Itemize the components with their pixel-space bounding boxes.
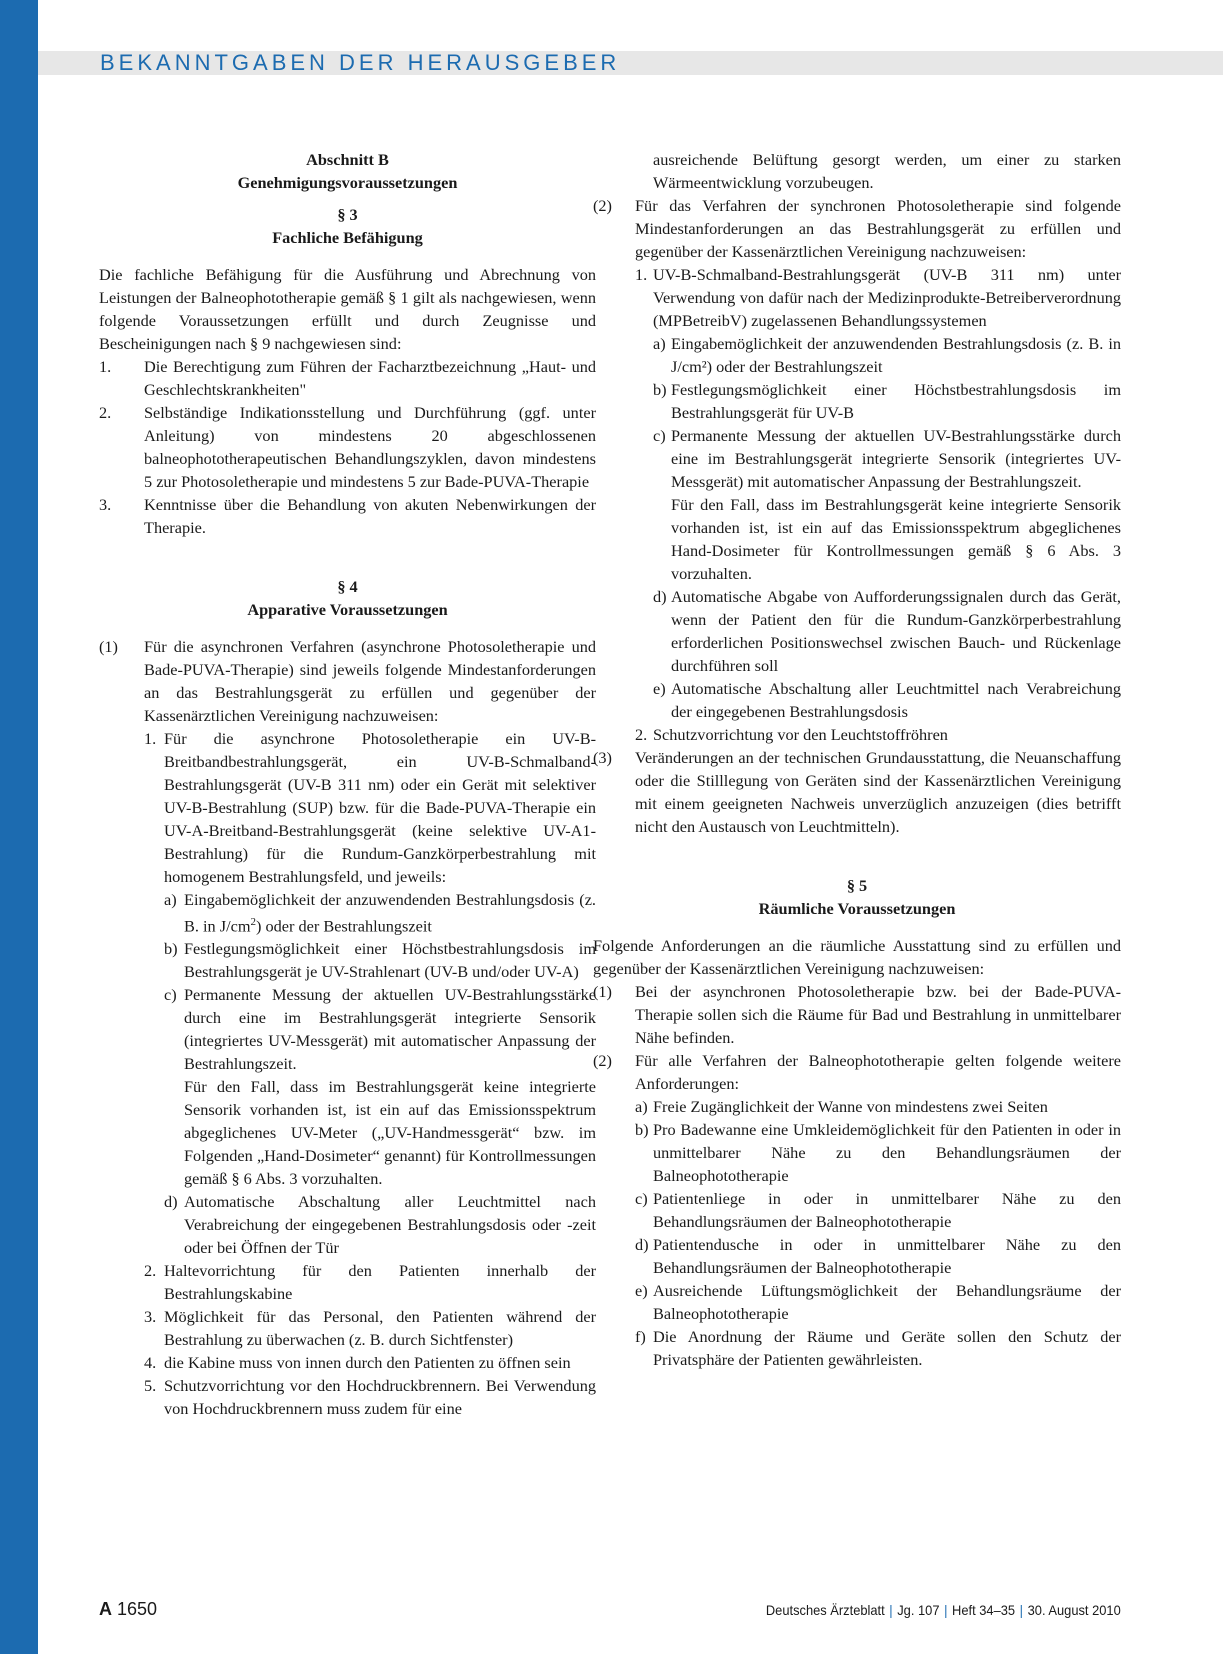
item-text: UV-B-Schmalband-Bestrahlungsgerät (UV-B 311 nm) unter Verwendung von dafür nach der Medizinprodukte-Betreiberverordnung (MPBetreibV) zugelassenen Behandlungssystemen: [653, 265, 1121, 330]
right-column: [593, 148, 1121, 1371]
paragraph-label: (1): [593, 982, 612, 1001]
item-label: 1.: [635, 265, 648, 284]
section-5-title: Räumliche Voraussetzungen: [758, 899, 956, 918]
item-label: b): [164, 939, 178, 959]
section-5-intro: Folgende Anforderungen an die räumliche Ausstattung sind zu erfüllen und gegenüber der Kassenärztlichen Vereinigung nachzuweisen:: [593, 936, 1121, 978]
page-number: [99, 1597, 157, 1621]
section-5-2-subitem: [625, 1095, 1121, 1118]
section-4-1-list-item: [99, 1259, 596, 1305]
item-label: f): [635, 1327, 646, 1346]
item-label: b): [635, 1120, 649, 1139]
section-4-2-subitems-d-e: [625, 585, 1121, 723]
page-footer: [99, 1597, 1121, 1621]
separator: |: [1019, 1602, 1024, 1618]
left-column: [99, 148, 596, 1420]
item-text: Schutzvorrichtung vor den Leuchtstoffröhren: [653, 725, 948, 744]
separator: |: [889, 1602, 893, 1618]
section-5-2-subitem: [625, 1233, 1121, 1279]
section-3-number: § 3: [337, 205, 358, 224]
item-label: 3.: [99, 495, 112, 514]
section-4-paragraph-3: [593, 746, 1121, 838]
section-4-1-list-item: [99, 1305, 596, 1351]
section-4-1-item-1: [99, 727, 596, 888]
section-4-2-subitem: [625, 424, 1121, 493]
item-text: Festlegungsmöglichkeit einer Höchstbestrahlungsdosis im Bestrahlungsgerät für UV-B: [671, 380, 1121, 422]
item-text: Die Anordnung der Räume und Geräte sollen den Schutz der Privatsphäre der Patienten gewährleisten.: [653, 1327, 1121, 1369]
section-3-list-item: [99, 355, 596, 401]
item-text: Freie Zugänglichkeit der Wanne von mindestens zwei Seiten: [653, 1097, 1048, 1116]
section-4-paragraph-2: [593, 194, 1121, 263]
section-4-1-item-d: [99, 1190, 596, 1259]
item-label: d): [164, 1192, 178, 1212]
paragraph-text: Für die asynchronen Verfahren (asynchrone Photosoletherapie und Bade-PUVA-Therapie) sind jeweils folgende Mindestanforderungen an das Bestrahlungsgerät zu erfüllen und gegenüber der Kassenärztlichen Vereinigung nachzuweisen:: [144, 637, 596, 725]
item-label: 5.: [144, 1376, 157, 1396]
section-4-2-subitem: [625, 585, 1121, 677]
section-4-2-item-2: [625, 723, 1121, 746]
item-text: Automatische Abschaltung aller Leuchtmittel nach Verabreichung der eingegebenen Bestrahlungsdosis oder -zeit oder bei Öffnen der Tür: [184, 1192, 596, 1258]
item-text: Pro Badewanne eine Umkleidemöglichkeit für den Patienten in oder in unmittelbarer Nähe zu den Behandlungsräumen der Balneophototherapie: [653, 1120, 1121, 1185]
item-text: Automatische Abgabe von Aufforderungssignalen durch das Gerät, wenn der Patient den für die Rundum-Ganzkörperbestrahlung erforderlichen Positionswechsel zwischen Bauch- und Rückenlage durchführen soll: [671, 587, 1121, 675]
paragraph-text: Für alle Verfahren der Balneophototherapie gelten folgende weitere Anforderungen:: [635, 1051, 1121, 1093]
section-5-2-subitem: [625, 1325, 1121, 1371]
item-label: 2.: [99, 403, 112, 422]
item-label: 1.: [99, 357, 112, 376]
item-text: Permanente Messung der aktuellen UV-Bestrahlungsstärke durch eine im Bestrahlungsgerät integrierte Sensorik (integriertes UV-Messgerät) mit automatischer Anpassung der Bestrahlungszeit.: [671, 426, 1121, 491]
item-label: e): [635, 1281, 648, 1300]
section-4-2-item-c-note: Für den Fall, dass im Bestrahlungsgerät keine integrierte Sensorik vorhanden ist, ist ein auf das Emissionsspektrum abgeglichenes Hand-Dosimeter für Kontrollmessungen gemäß § 6 Abs. 3 vorzuhalten.: [671, 495, 1121, 583]
section-5-paragraph-1: [593, 980, 1121, 1049]
superscript: 2: [250, 916, 256, 928]
item-text: Automatische Abschaltung aller Leuchtmittel nach Verabreichung der eingegebenen Bestrahlungsdosis: [671, 679, 1121, 721]
paragraph-label: (2): [593, 1051, 612, 1070]
section-4-1-item-a: [99, 888, 596, 937]
section-3-list: [99, 355, 596, 539]
item-text: Die Berechtigung zum Führen der Facharztbezeichnung „Haut- und Geschlechtskrankheiten": [144, 357, 596, 399]
item-text: Haltevorrichtung für den Patienten innerhalb der Bestrahlungskabine: [164, 1261, 596, 1304]
section-3-list-item: [99, 401, 596, 493]
item-text: Kenntnisse über die Behandlung von akuten Nebenwirkungen der Therapie.: [144, 495, 596, 537]
item-text-pre: Eingabemöglichkeit der anzuwendenden Bestrahlungsdosis (z. B. in J/cm: [184, 890, 596, 936]
section-4-2-subitem: [625, 378, 1121, 424]
item-text: Patientendusche in oder in unmittelbarer Nähe zu den Behandlungsräumen der Balneophototherapie: [653, 1235, 1121, 1277]
section-4-1-item-c: [99, 983, 596, 1075]
left-accent-bar: [0, 0, 38, 1654]
section-4-1-item-c-note: Für den Fall, dass im Bestrahlungsgerät keine integrierte Sensorik vorhanden ist, ist ein auf das Emissionsspektrum abgeglichenes UV-Meter („UV-Handmessgerät“ bzw. im Folgenden „Hand-Dosimeter“ genannt) für Kontrollmessungen gemäß § 6 Abs. 3 vorzuhalten.: [184, 1077, 596, 1189]
item-text: Für die asynchrone Photosoletherapie ein UV-B-Breitbandbestrahlungsgerät, ein UV-B-Schmalband-Bestrahlungsgerät (UV-B 311 nm) oder ein Gerät mit selektiver UV-B-Bestrahlung (SUP) bzw. für die Bade-PUVA-Therapie ein UV-A-Breitband-Bestrahlungsgerät (keine selektive UV-A1-Bestrahlung) für die Rundum-Ganzkörperbestrahlung mit homogenem Bestrahlungsfeld, und jeweils:: [164, 729, 596, 886]
item-text: Eingabemöglichkeit der anzuwendenden Bestrahlungsdosis (z. B. in J/cm²) oder der Bestrahlungszeit: [671, 334, 1121, 376]
section-5-2-subitems: [625, 1095, 1121, 1371]
section-4-title: Apparative Voraussetzungen: [247, 600, 448, 619]
item-label: 4.: [144, 1353, 157, 1373]
item-label: c): [653, 426, 666, 445]
section-4-paragraph-1: [99, 635, 596, 727]
page-letter: A: [99, 1599, 112, 1619]
section-5-2-subitem: [625, 1187, 1121, 1233]
page-number-value: 1650: [117, 1599, 158, 1619]
item-label: 2.: [635, 725, 648, 744]
section-5-2-subitem: [625, 1118, 1121, 1187]
section-5-number: § 5: [846, 876, 868, 895]
paragraph-text: Veränderungen an der technischen Grundausstattung, die Neuanschaffung oder die Stilllegung von Geräten sind der Kassenärztlichen Vereinigung mit einem geeigneten Nachweis unverzüglich anzuzeigen (dies betrifft nicht den Austausch von Leuchtmitteln).: [635, 748, 1121, 836]
item-label: a): [635, 1097, 648, 1116]
paragraph-label: (3): [593, 748, 612, 767]
item-label: c): [164, 985, 177, 1005]
item-text: Festlegungsmöglichkeit einer Höchstbestrahlungsdosis im Bestrahlungsgerät je UV-Strahlenart (UV-B und/oder UV-A): [184, 939, 596, 982]
item-text: Patientenliege in oder in unmittelbarer Nähe zu den Behandlungsräumen der Balneophototherapie: [653, 1189, 1121, 1231]
section-4-1-item-b: [99, 937, 596, 983]
item-text: Möglichkeit für das Personal, den Patienten während der Bestrahlung zu überwachen (z. B. durch Sichtfenster): [164, 1307, 596, 1350]
item-text: Schutzvorrichtung vor den Hochdruckbrennern. Bei Verwendung von Hochdruckbrennern muss zudem für eine: [164, 1376, 596, 1419]
item-label: 3.: [144, 1307, 157, 1327]
item-text: Ausreichende Lüftungsmöglichkeit der Behandlungsräume der Balneophototherapie: [653, 1281, 1121, 1323]
section-4-1-rest-list: [99, 1259, 596, 1420]
item-text: Selbständige Indikationsstellung und Durchführung (ggf. unter Anleitung) von mindestens 20 abgeschlossenen balneophototherapeutischen Behandlungszyklen, davon mindestens 5 zur Photosoletherapie und mindestens 5 zur Bade-PUVA-Therapie: [144, 403, 596, 491]
abschnitt-label: Abschnitt B: [306, 150, 389, 169]
continued-text: ausreichende Belüftung gesorgt werden, um einer zu starken Wärmeentwicklung vorzubeugen.: [653, 150, 1121, 192]
item-label: c): [635, 1189, 648, 1208]
item-label: 1.: [144, 729, 157, 748]
section-header-title: BEKANNTGABEN DER HERAUSGEBER: [100, 50, 621, 75]
journal-volume: Jg. 107: [897, 1602, 940, 1618]
paragraph-text: Bei der asynchronen Photosoletherapie bzw. bei der Bade-PUVA-Therapie sollen sich die Räume für Bad und Bestrahlung in unmittelbarer Nähe befinden.: [635, 982, 1121, 1047]
section-5-paragraph-2: [593, 1049, 1121, 1095]
paragraph-text: Für das Verfahren der synchronen Photosoletherapie sind folgende Mindestanforderungen an das Bestrahlungsgerät zu erfüllen und gegenüber der Kassenärztlichen Vereinigung nachzuweisen:: [635, 196, 1121, 261]
section-4-2-item-1: [625, 263, 1121, 332]
section-4-2-subitems-a-c: [625, 332, 1121, 493]
item-text: Permanente Messung der aktuellen UV-Bestrahlungsstärke durch eine im Bestrahlungsgerät integrierte Sensorik (integriertes UV-Messgerät) mit automatischer Anpassung der Bestrahlungszeit.: [184, 985, 596, 1074]
section-3-intro: Die fachliche Befähigung für die Ausführung und Abrechnung von Leistungen der Balneophototherapie gemäß § 1 gilt als nachgewiesen, wenn folgende Voraussetzungen erfüllt und durch Zeugnisse und Bescheinigungen nach § 9 nachgewiesen sind:: [99, 265, 596, 353]
section-4-1-list-item: [99, 1374, 596, 1420]
separator: |: [944, 1602, 948, 1618]
item-text-post: ) oder der Bestrahlungszeit: [256, 916, 432, 936]
section-3-list-item: [99, 493, 596, 539]
section-4-1-list-item: [99, 1351, 596, 1374]
item-label: a): [653, 334, 666, 353]
item-text: [184, 888, 596, 937]
paragraph-label: (1): [99, 637, 118, 656]
item-label: 2.: [144, 1261, 157, 1281]
section-3-title: Fachliche Befähigung: [272, 228, 423, 247]
section-4-number: § 4: [337, 577, 358, 596]
journal-name: Deutsches Ärzteblatt: [766, 1602, 885, 1618]
abschnitt-title: Genehmigungsvoraussetzungen: [237, 173, 458, 192]
item-text: die Kabine muss von innen durch den Patienten zu öffnen sein: [164, 1353, 571, 1373]
item-label: d): [635, 1235, 649, 1254]
section-5-2-subitem: [625, 1279, 1121, 1325]
journal-date: 30. August 2010: [1027, 1602, 1121, 1618]
item-label: b): [653, 380, 667, 399]
journal-info: [766, 1599, 1121, 1621]
item-label: d): [653, 587, 667, 606]
item-label: a): [164, 890, 177, 909]
item-label: e): [653, 679, 666, 698]
paragraph-label: (2): [593, 196, 612, 215]
journal-issue: Heft 34–35: [952, 1602, 1016, 1618]
section-4-2-subitem: [625, 332, 1121, 378]
section-4-2-subitem: [625, 677, 1121, 723]
